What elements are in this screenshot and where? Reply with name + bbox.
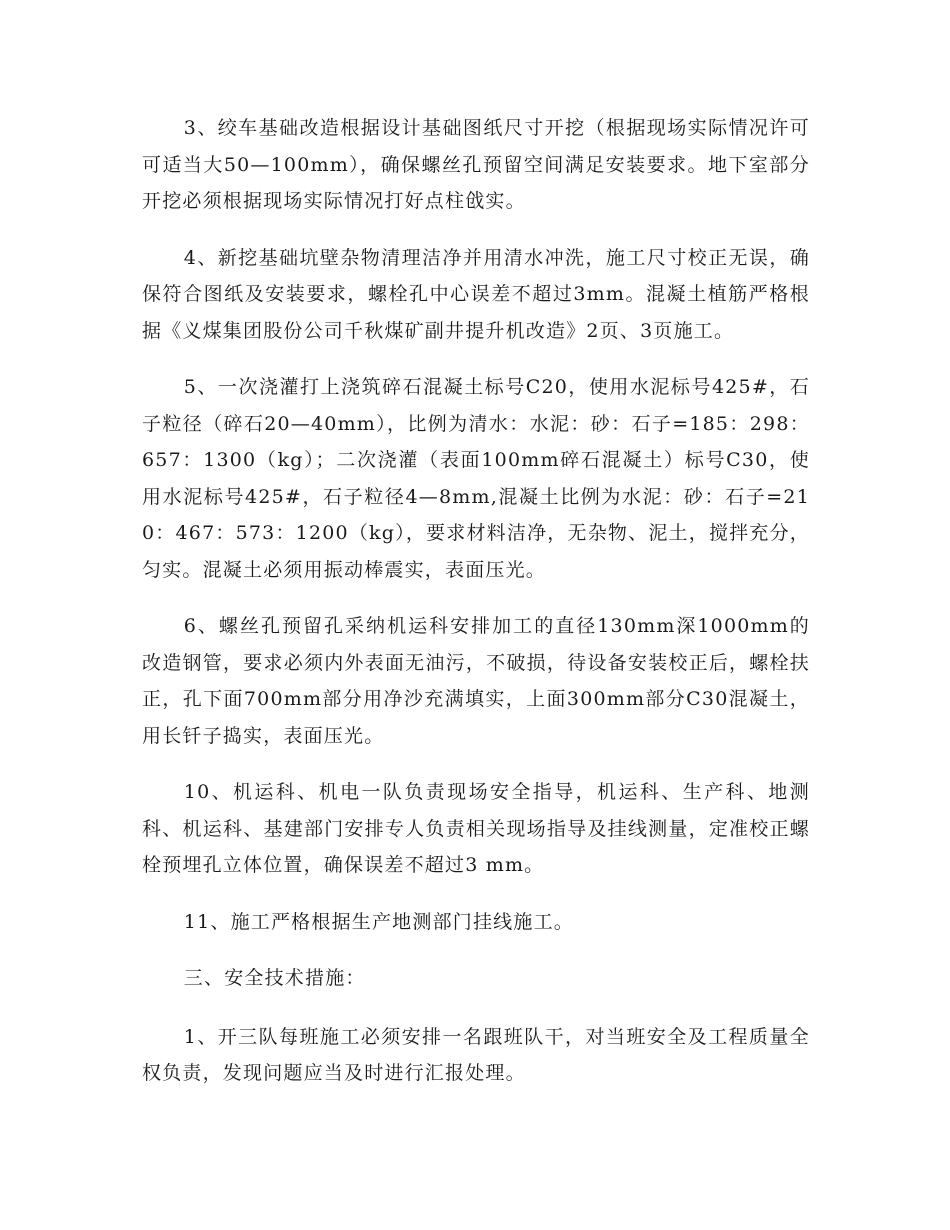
document-page xyxy=(142,110,810,1112)
section-heading-safety: 三、安全技术措施： xyxy=(183,967,366,989)
paragraph-item-6: 6、螺丝孔预留孔采纳机运科安排加工的直径130mm深1000mm的改造钢管，要求必须内外表面无油污，不破损，待设备安装校正后，螺栓扶正，孔下面700mm部分用净沙充满填实，上面300mm部分C30混凝土，用长钎子捣实，表面压光。 xyxy=(142,615,810,747)
paragraph-item-11: 11、施工严格根据生产地测部门挂线施工。 xyxy=(183,910,574,933)
paragraph-item-4: 4、新挖基础坑壁杂物清理洁净并用清水冲洗，施工尺寸校正无误，确保符合图纸及安装要求，螺栓孔中心误差不超过3mm。混凝土植筋严格根据《义煤集团股份公司千秋煤矿副井提升机改造》2页、3页施工。 xyxy=(142,246,810,342)
paragraph-item-safety-1: 1、开三队每班施工必须安排一名跟班队干，对当班安全及工程质量全权负责，发现问题应当及时进行汇报处理。 xyxy=(142,1025,810,1084)
paragraph-item-3: 3、绞车基础改造根据设计基础图纸尺寸开挖（根据现场实际情况许可可适当大50—100mm），确保螺丝孔预留空间满足安装要求。地下室部分开挖必须根据现场实际情况打好点柱戗实。 xyxy=(142,117,810,212)
paragraph-item-5: 5、一次浇灌打上浇筑碎石混凝土标号C20，使用水泥标号425#，石子粒径（碎石20—40mm），比例为清水：水泥：砂：石子=185：298：657：1300（kg）；二次浇灌（表面100mm碎石混凝土）标号C30，使用水泥标号425#，石子粒径4—8mm,混凝土比例为水泥：砂：石子=210：467：573：1200（kg），要求材料洁净，无杂物、泥土，搅拌充分，匀实。混凝土必须用振动棒震实，表面压光。 xyxy=(142,376,810,581)
paragraph-item-10: 10、机运科、机电一队负责现场安全指导，机运科、生产科、地测科、机运科、基建部门安排专人负责相关现场指导及挂线测量，定准校正螺栓预埋孔立体位置，确保误差不超过3 mm。 xyxy=(142,781,810,876)
